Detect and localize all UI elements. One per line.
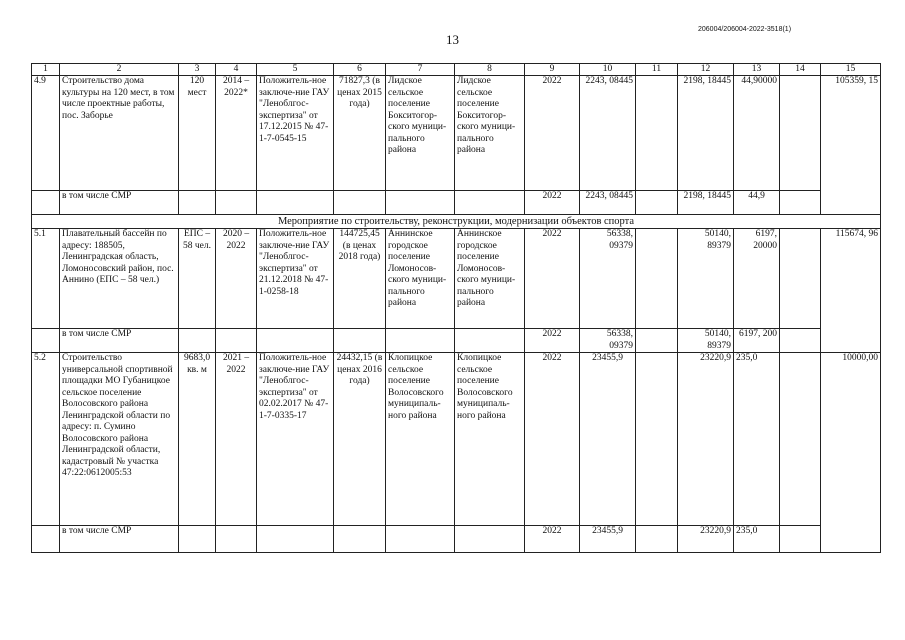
col-header: 4 — [216, 64, 257, 76]
col14 — [780, 76, 821, 191]
total-amount: 23455,9 — [580, 353, 636, 526]
col11 — [636, 229, 678, 329]
col-header: 2 — [60, 64, 179, 76]
row-number: 5.2 — [32, 353, 60, 526]
smr-label: в том числе СМР — [60, 329, 179, 353]
col14 — [780, 229, 821, 329]
object-name: Строительство универсальной спортивной площадки МО Губаницкое сельское поселение Волосовского района Ленинградской области по адресу: п. Сумино Волосовского района Ленинградской области, кадастровый № участка 47:22:0612005:53 — [60, 353, 179, 526]
empty-cell — [334, 329, 386, 353]
capacity: 120 мест — [179, 76, 216, 191]
empty-cell — [780, 191, 821, 215]
empty-cell — [216, 329, 257, 353]
developer: Аннинское городское поселение Ломоносов-ского муници-пального района — [455, 229, 525, 329]
empty-cell — [32, 329, 60, 353]
construction-years: 2014 – 2022* — [216, 76, 257, 191]
smr-label: в том числе СМР — [60, 191, 179, 215]
row-number: 4.9 — [32, 76, 60, 191]
col-header: 8 — [455, 64, 525, 76]
regional-budget: 2198, 18445 — [678, 191, 734, 215]
col-header: 6 — [334, 64, 386, 76]
col11 — [636, 353, 678, 526]
local-budget: 6197, 200 — [734, 329, 780, 353]
col-header: 9 — [525, 64, 580, 76]
customer: Лидское сельское поселение Бокситогор-ского муници-пального района — [386, 76, 455, 191]
year: 2022 — [525, 191, 580, 215]
total-amount: 2243, 08445 — [580, 191, 636, 215]
estimated-cost: 144725,45 (в ценах 2018 года) — [334, 229, 386, 329]
developer: Лидское сельское поселение Бокситогор-ского муници-пального района — [455, 76, 525, 191]
construction-years: 2020 – 2022 — [216, 229, 257, 329]
year: 2022 — [525, 353, 580, 526]
local-budget: 235,0 — [734, 353, 780, 526]
total-amount: 2243, 08445 — [580, 76, 636, 191]
document-id: 206004/206004-2022-3518(1) — [698, 26, 792, 33]
customer: Аннинское городское поселение Ломоносов-ского муници-пального района — [386, 229, 455, 329]
year: 2022 — [525, 76, 580, 191]
empty-cell — [334, 526, 386, 553]
table-row-4-9 — [32, 76, 881, 191]
year: 2022 — [525, 229, 580, 329]
column-number-row — [32, 64, 881, 76]
empty-cell — [257, 191, 334, 215]
capacity: 9683,0 кв. м — [179, 353, 216, 526]
year: 2022 — [525, 526, 580, 553]
col11 — [636, 76, 678, 191]
col-header: 5 — [257, 64, 334, 76]
empty-cell — [386, 329, 455, 353]
smr-label: в том числе СМР — [60, 526, 179, 553]
empty-cell — [386, 526, 455, 553]
regional-budget: 23220,9 — [678, 526, 734, 553]
local-budget: 44,9 — [734, 191, 780, 215]
estimated-cost: 24432,15 (в ценах 2016 года) — [334, 353, 386, 526]
empty-cell — [32, 191, 60, 215]
expertise: Положитель-ное заключе-ние ГАУ "Леноблгос-экспертиза" от 21.12.2018 № 47-1-0258-18 — [257, 229, 334, 329]
local-budget: 235,0 — [734, 526, 780, 553]
col-header: 3 — [179, 64, 216, 76]
table-row-5-1-smr — [32, 329, 881, 353]
expertise: Положитель-ное заключе-ние ГАУ "Леноблгос-экспертиза" от 17.12.2015 № 47-1-7-0545-15 — [257, 76, 334, 191]
empty-cell — [257, 526, 334, 553]
estimated-cost: 71827,3 (в ценах 2015 года) — [334, 76, 386, 191]
total-amount: 56338, 09379 — [580, 329, 636, 353]
total-amount: 23455,9 — [580, 526, 636, 553]
customer: Клопицкое сельское поселение Волосовского муниципаль-ного района — [386, 353, 455, 526]
empty-cell — [216, 191, 257, 215]
table-row-5-1 — [32, 229, 881, 329]
object-name: Строительство дома культуры на 120 мест, в том числе проектные работы, пос. Заборье — [60, 76, 179, 191]
empty-cell — [636, 329, 678, 353]
row-number: 5.1 — [32, 229, 60, 329]
col15-value: 115674, 96 — [821, 229, 881, 353]
table-row-4-9-smr — [32, 191, 881, 215]
empty-cell — [455, 329, 525, 353]
expertise: Положитель-ное заключе-ние ГАУ "Леноблгос-экспертиза" от 02.02.2017 № 47-1-7-0335-17 — [257, 353, 334, 526]
empty-cell — [636, 191, 678, 215]
table-row-5-2 — [32, 353, 881, 526]
col-header: 14 — [780, 64, 821, 76]
col-header: 13 — [734, 64, 780, 76]
empty-cell — [780, 526, 821, 553]
year: 2022 — [525, 329, 580, 353]
empty-cell — [32, 526, 60, 553]
regional-budget: 50140, 89379 — [678, 329, 734, 353]
col-header: 12 — [678, 64, 734, 76]
empty-cell — [179, 329, 216, 353]
col15-value: 105359, 15 — [821, 76, 881, 215]
table-row-5-2-smr — [32, 526, 881, 553]
section-row — [32, 215, 881, 229]
col-header: 10 — [580, 64, 636, 76]
total-amount: 56338, 09379 — [580, 229, 636, 329]
empty-cell — [780, 329, 821, 353]
col-header: 1 — [32, 64, 60, 76]
col15-value: 10000,00 — [821, 353, 881, 553]
section-title: Мероприятие по строительству, реконструкции, модернизации объектов спорта — [32, 215, 881, 229]
col-header: 11 — [636, 64, 678, 76]
empty-cell — [257, 329, 334, 353]
capacity: ЕПС – 58 чел. — [179, 229, 216, 329]
construction-years: 2021 – 2022 — [216, 353, 257, 526]
local-budget: 44,90000 — [734, 76, 780, 191]
empty-cell — [386, 191, 455, 215]
regional-budget: 50140, 89379 — [678, 229, 734, 329]
empty-cell — [216, 526, 257, 553]
empty-cell — [334, 191, 386, 215]
local-budget: 6197, 20000 — [734, 229, 780, 329]
col-header: 7 — [386, 64, 455, 76]
developer: Клопицкое сельское поселение Волосовского муниципаль-ного района — [455, 353, 525, 526]
capital-works-table — [31, 63, 881, 553]
regional-budget: 2198, 18445 — [678, 76, 734, 191]
empty-cell — [179, 526, 216, 553]
empty-cell — [179, 191, 216, 215]
col-header: 15 — [821, 64, 881, 76]
object-name: Плавательный бассейн по адресу: 188505, Ленинградская область, Ломоносовский район, пос. Аннино (ЕПС – 58 чел.) — [60, 229, 179, 329]
page-number: 13 — [446, 32, 459, 47]
col14 — [780, 353, 821, 526]
empty-cell — [636, 526, 678, 553]
empty-cell — [455, 526, 525, 553]
empty-cell — [455, 191, 525, 215]
regional-budget: 23220,9 — [678, 353, 734, 526]
